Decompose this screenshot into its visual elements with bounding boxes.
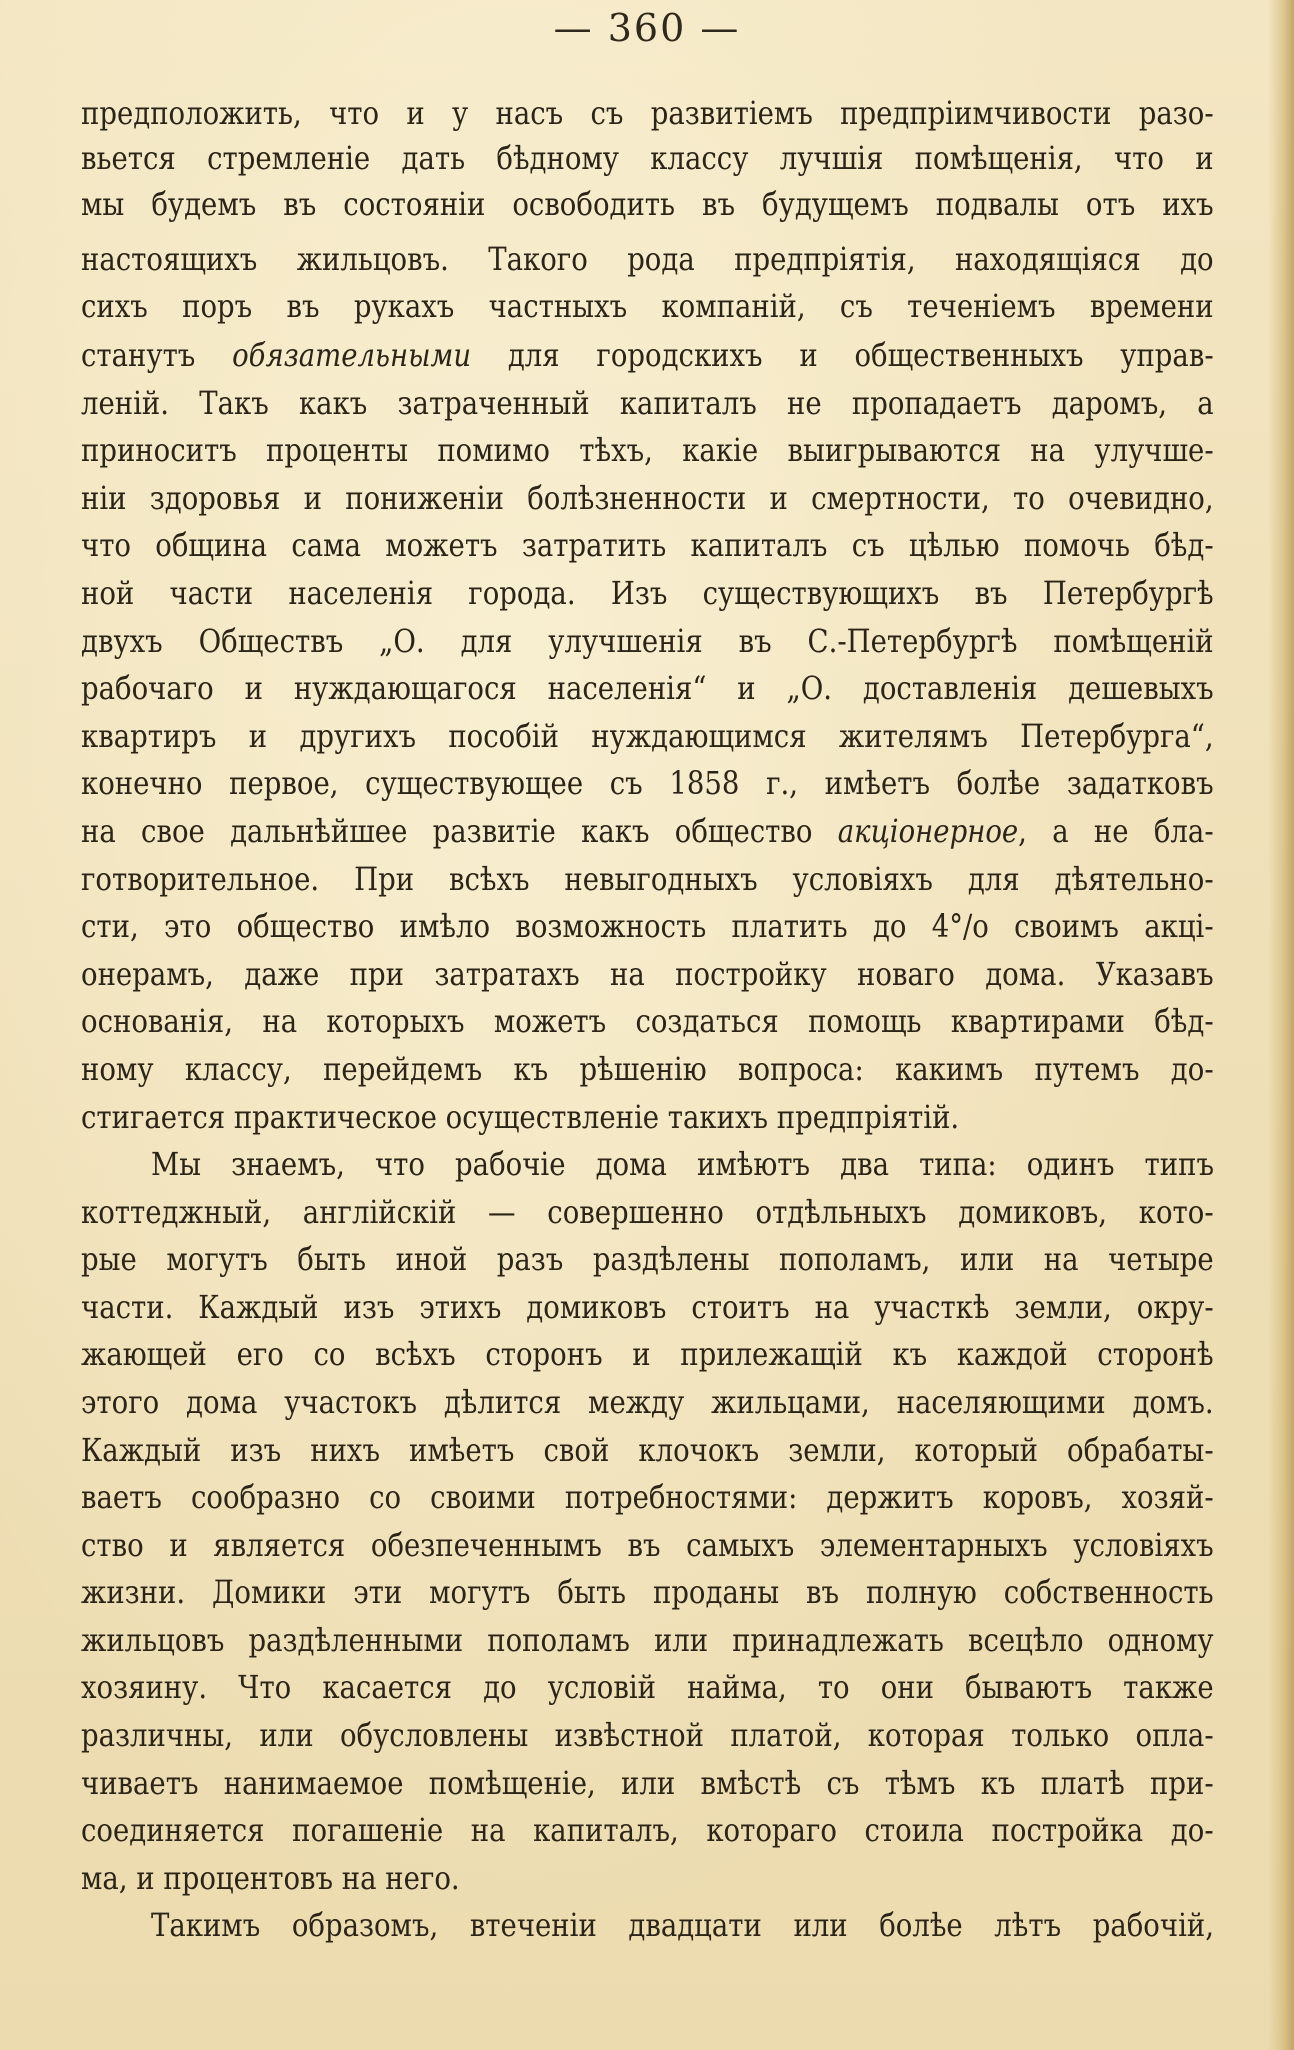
text-line: жильцовъ раздѣленными пополамъ или принадлежать всецѣло одному — [81, 1621, 1214, 1659]
text-line: ваетъ сообразно со своими потребностями: держитъ коровъ, хозяй- — [81, 1478, 1214, 1516]
text-line: что община сама можетъ затратить капиталъ съ цѣлью помочь бѣд- — [81, 526, 1214, 564]
text-line: части. Каждый изъ этихъ домиковъ стоитъ на участкѣ земли, окру- — [81, 1288, 1214, 1326]
text-line: основанія, на которыхъ можетъ создаться помощь квартирами бѣд- — [81, 1002, 1214, 1040]
text-line: рабочаго и нуждающагося населенія“ и „О. доставленія дешевыхъ — [81, 669, 1214, 707]
text-line: мы будемъ въ состояніи освободить въ будущемъ подвалы отъ ихъ — [81, 185, 1214, 223]
text-line: жающей его со всѣхъ сторонъ и прилежащій къ каждой сторонѣ — [81, 1335, 1214, 1373]
text-line: ному классу, перейдемъ къ рѣшенію вопроса: какимъ путемъ до- — [81, 1050, 1214, 1088]
italic-term: обязательными — [232, 336, 472, 374]
text-line: квартиръ и другихъ пособій нуждающимся жителямъ Петербурга“, — [81, 717, 1214, 755]
text-segment: на свое дальнѣйшее развитіе какъ общество — [81, 812, 838, 850]
text-line: Каждый изъ нихъ имѣетъ свой клочокъ земли, который обрабаты- — [81, 1431, 1214, 1469]
page-edge-shadow — [1268, 0, 1294, 2050]
text-line: чиваетъ нанимаемое помѣщеніе, или вмѣстѣ съ тѣмъ къ платѣ при- — [81, 1764, 1214, 1802]
text-segment: , а не бла- — [1018, 812, 1214, 850]
text-line: коттеджный, англійскій — совершенно отдѣльныхъ домиковъ, кото- — [81, 1193, 1214, 1231]
text-line: стигается практическое осуществленіе такихъ предпріятій. — [81, 1098, 960, 1136]
text-line: рые могутъ быть иной разъ раздѣлены пополамъ, или на четыре — [81, 1240, 1214, 1278]
paragraph-first-line: Такимъ образомъ, втеченіи двадцати или болѣе лѣтъ рабочій, — [151, 1906, 1214, 1944]
text-line: сти, это общество имѣло возможность платить до 4°/o своимъ акці- — [81, 907, 1214, 945]
text-line: готворительное. При всѣхъ невыгодныхъ условіяхъ для дѣятельно- — [81, 860, 1214, 898]
text-line: хозяину. Что касается до условій найма, то они бываютъ также — [81, 1668, 1214, 1706]
text-line: двухъ Обществъ „О. для улучшенія въ С.-Петербургѣ помѣщеній — [81, 622, 1214, 660]
italic-term: акціонерное — [837, 812, 1019, 850]
text-line: ной части населенія города. Изъ существующихъ въ Петербургѣ — [81, 574, 1214, 612]
text-line: настоящихъ жильцовъ. Такого рода предпріятія, находящіяся до — [81, 240, 1214, 278]
text-line: жизни. Домики эти могутъ быть проданы въ полную собственность — [81, 1573, 1214, 1611]
text-line: леній. Такъ какъ затраченный капиталъ не пропадаетъ даромъ, а — [81, 384, 1214, 422]
text-line: ма, и процентовъ на него. — [81, 1859, 460, 1897]
text-line — [81, 808, 1214, 854]
text-segment: для городскихъ и общественныхъ управ- — [471, 336, 1214, 374]
text-line: соединяется погашеніе на капиталъ, котораго стоила постройка до- — [81, 1811, 1214, 1849]
page-number: — 360 — — [553, 6, 741, 50]
text-line — [81, 332, 1214, 378]
text-segment: станутъ — [81, 336, 233, 374]
text-line: различны, или обусловлены извѣстной платой, которая только опла- — [81, 1716, 1214, 1754]
text-line: вьется стремленіе дать бѣдному классу лучшія помѣщенія, что и — [81, 139, 1214, 177]
text-line: онерамъ, даже при затратахъ на постройку новаго дома. Указавъ — [81, 955, 1214, 993]
text-line: этого дома участокъ дѣлится между жильцами, населяющими домъ. — [81, 1383, 1214, 1421]
text-line: ніи здоровья и пониженіи болѣзненности и смертности, то очевидно, — [81, 479, 1214, 517]
text-line: предположить, что и у насъ съ развитіемъ предпріимчивости разо- — [81, 94, 1214, 132]
text-line: ство и является обезпеченнымъ въ самыхъ элементарныхъ условіяхъ — [81, 1526, 1214, 1564]
text-line: сихъ поръ въ рукахъ частныхъ компаній, съ теченіемъ времени — [81, 287, 1214, 325]
text-line: конечно первое, существующее съ 1858 г., имѣетъ болѣе задатковъ — [81, 764, 1214, 802]
paragraph-first-line: Мы знаемъ, что рабочіе дома имѣютъ два типа: одинъ типъ — [151, 1145, 1214, 1183]
text-line: приноситъ проценты помимо тѣхъ, какіе выигрываются на улучше- — [81, 431, 1214, 469]
